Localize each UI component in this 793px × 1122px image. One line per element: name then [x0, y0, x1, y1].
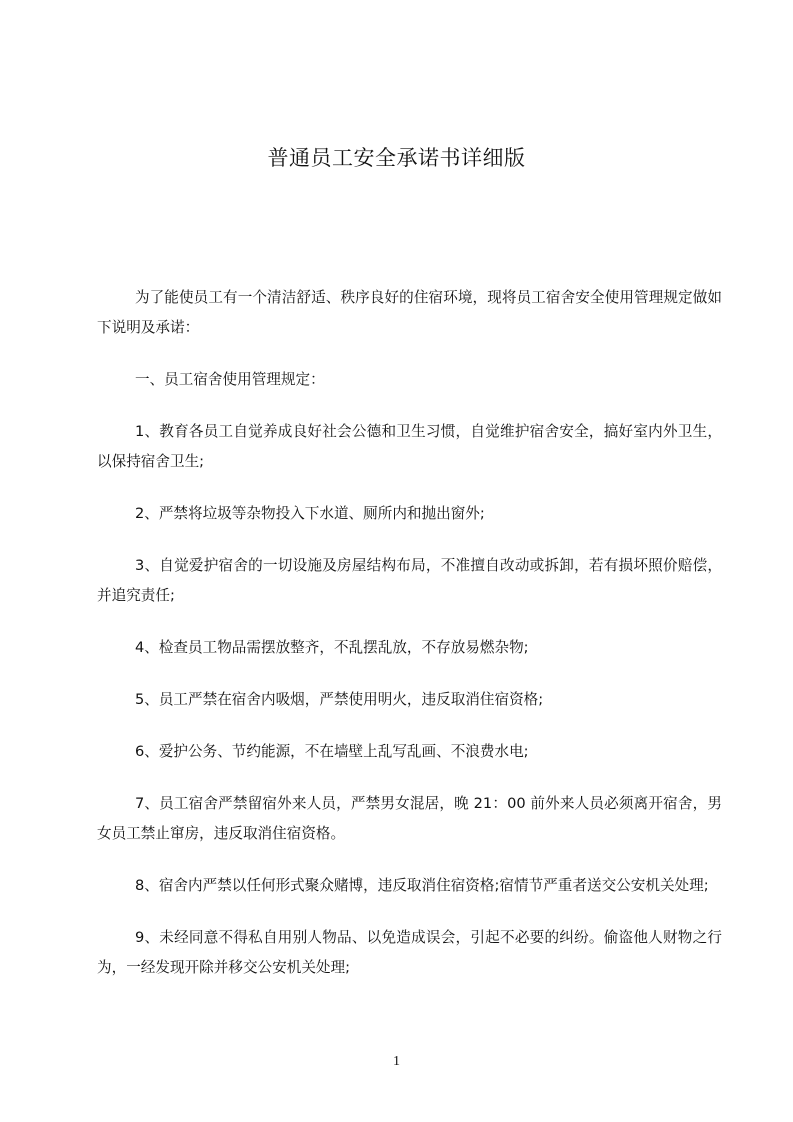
rule-item-2: 2、严禁将垃圾等杂物投入下水道、厕所内和抛出窗外;: [134, 505, 485, 522]
page-number: 1: [393, 1054, 400, 1069]
rule-item-3: 3、自觉爱护宿舍的一切设施及房屋结构布局，不准擅自改动或拆卸，若有损坏照价赔偿，并追究责任;: [97, 557, 722, 604]
rule-item-8: 8、宿舍内严禁以任何形式聚众赌博，违反取消住宿资格;宿情节严重者送交公安机关处理;: [134, 877, 709, 894]
intro-paragraph: 为了能使员工有一个清洁舒适、秩序良好的住宿环境，现将员工宿舍安全使用管理规定做如下说明及承诺：: [97, 289, 722, 336]
rule-item-1: 1、教育各员工自觉养成良好社会公德和卫生习惯，自觉维护宿舍安全，搞好室内外卫生，以保持宿舍卫生;: [97, 423, 722, 470]
rule-item-5: 5、员工严禁在宿舍内吸烟，严禁使用明火，违反取消住宿资格;: [134, 691, 544, 708]
rule-item-9: 9、未经同意不得私自用别人物品、以免造成误会，引起不必要的纠纷。偷盗他人财物之行为，一经发现开除并移交公安机关处理;: [97, 929, 722, 976]
document-title: 普通员工安全承诺书详细版: [267, 146, 526, 170]
section-heading: 一、员工宿舍使用管理规定：: [134, 371, 325, 388]
rule-item-4: 4、检查员工物品需摆放整齐，不乱摆乱放，不存放易燃杂物;: [134, 639, 529, 656]
document-body: [97, 283, 722, 983]
rule-item-6: 6、爱护公务、节约能源，不在墙壁上乱写乱画、不浪费水电;: [134, 743, 529, 760]
rule-item-7: 7、员工宿舍严禁留宿外来人员，严禁男女混居，晚 21：00 前外来人员必须离开宿舍，男女员工禁止窜房，违反取消住宿资格。: [97, 795, 722, 842]
